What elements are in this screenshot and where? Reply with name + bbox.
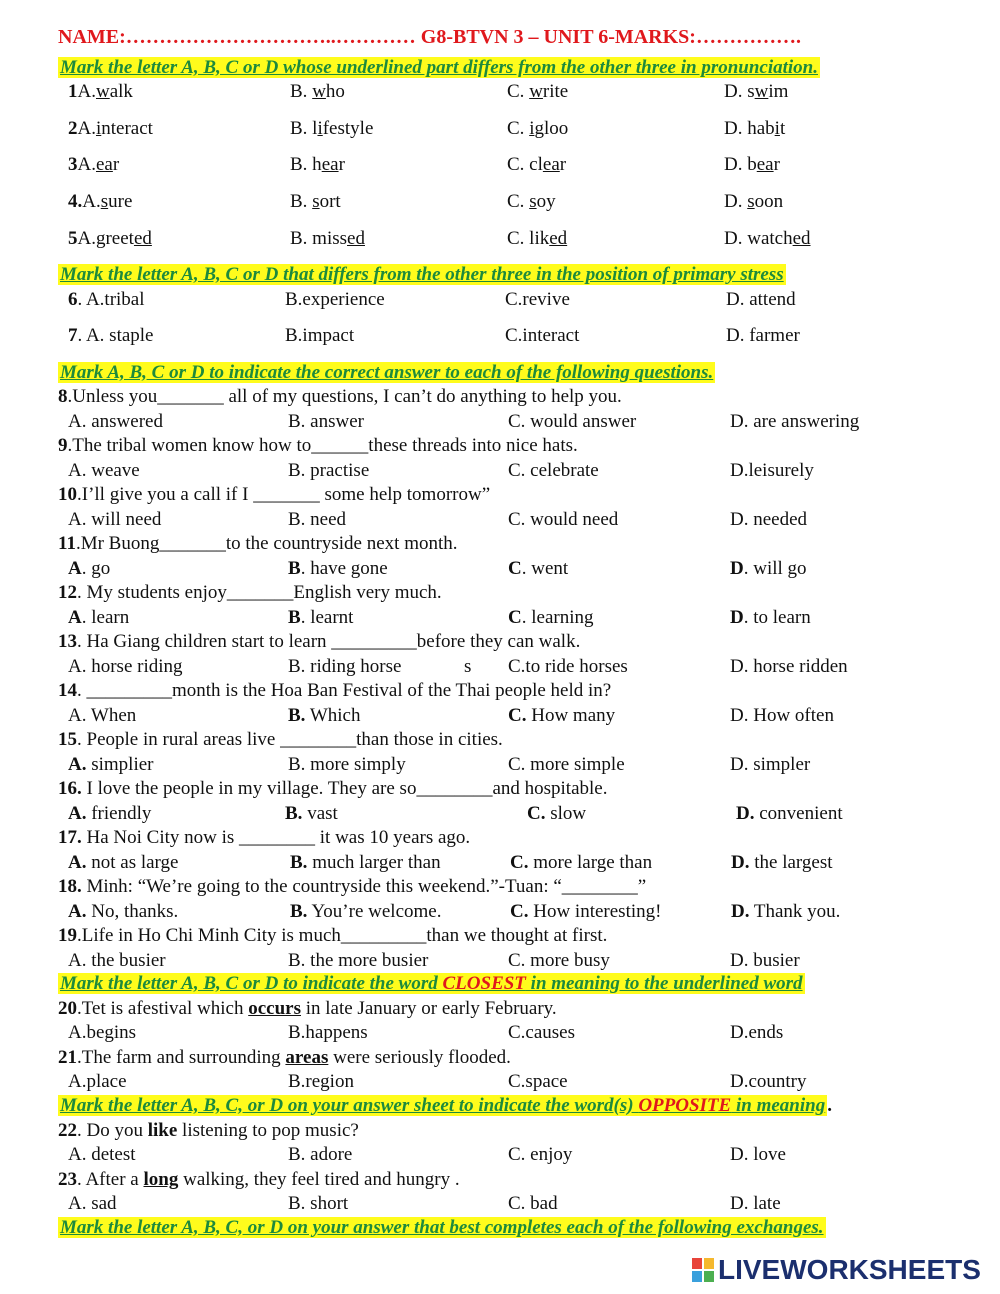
- q13-option-c[interactable]: C.to ride horses: [508, 656, 628, 677]
- q17-option-b[interactable]: B. much larger than: [290, 852, 441, 873]
- q14-option-c[interactable]: C. How many: [508, 705, 616, 726]
- page-title: NAME:…………………………..………… G8-BTVN 3 – UNIT 6-MARKS:…………….: [58, 26, 801, 48]
- liveworksheets-logo-text: LIVEWORKSHEETS: [718, 1254, 981, 1285]
- q6-option-c[interactable]: C.revive: [505, 289, 570, 310]
- section-heading-stress: Mark the letter A, B, C or D that differs from the other three in the position of primary stress: [60, 264, 784, 285]
- q20-option-a[interactable]: A.begins: [68, 1022, 137, 1043]
- q14-option-b[interactable]: B. Which: [288, 705, 361, 726]
- question-12: 12. My students enjoy_______English very much.: [58, 582, 442, 603]
- q23-option-a[interactable]: A. sad: [68, 1193, 117, 1214]
- q4-option-c[interactable]: C. soy: [507, 191, 556, 212]
- q3-option-d[interactable]: D. bear: [724, 154, 780, 175]
- q4-option-d[interactable]: D. soon: [724, 191, 784, 212]
- section-heading-pronunciation: Mark the letter A, B, C or D whose underlined part differs from the other three in pronunciation.: [60, 57, 818, 78]
- q12-option-c[interactable]: C. learning: [508, 607, 594, 628]
- q21-option-d[interactable]: D.country: [730, 1071, 807, 1092]
- q9-option-b[interactable]: B. practise: [288, 460, 370, 481]
- section-heading-opposite: Mark the letter A, B, C, or D on your answer sheet to indicate the word(s) OPPOSITE in meaning .: [60, 1095, 832, 1116]
- question-14: 14. _________month is the Hoa Ban Festival of the Thai people held in?: [58, 680, 612, 701]
- q12-option-b[interactable]: B. learnt: [288, 607, 354, 628]
- q15-option-c[interactable]: C. more simple: [508, 754, 625, 775]
- q18-option-b[interactable]: B. You’re welcome.: [290, 901, 442, 922]
- q11-option-d[interactable]: D. will go: [730, 558, 807, 579]
- q23-option-d[interactable]: D. late: [730, 1193, 781, 1214]
- q12-option-d[interactable]: D. to learn: [730, 607, 811, 628]
- q1-option-b[interactable]: B. who: [290, 81, 345, 102]
- q8-option-c[interactable]: C. would answer: [508, 411, 637, 432]
- q16-option-b[interactable]: B. vast: [285, 803, 338, 824]
- q10-option-b[interactable]: B. need: [288, 509, 347, 530]
- q15-option-a[interactable]: A. simplier: [68, 754, 154, 775]
- q17-option-c[interactable]: C. more large than: [510, 852, 653, 873]
- q3-option-c[interactable]: C. clear: [507, 154, 567, 175]
- question-13: 13. Ha Giang children start to learn _________before they can walk.: [58, 631, 581, 652]
- question-10: 10.I’ll give you a call if I _______ some help tomorrow”: [58, 484, 491, 505]
- q13-option-a[interactable]: A. horse riding: [68, 656, 183, 677]
- q2-option-d[interactable]: D. habit: [724, 118, 786, 139]
- liveworksheets-logo[interactable]: [692, 1254, 981, 1286]
- q7-option-c[interactable]: C.interact: [505, 325, 580, 346]
- question-17: 17. Ha Noi City now is ________ it was 10 years ago.: [58, 827, 471, 848]
- q13-option-b[interactable]: B. riding horse: [288, 656, 402, 677]
- q18-option-c[interactable]: C. How interesting!: [510, 901, 662, 922]
- question-9: 9.The tribal women know how to______these threads into nice hats.: [58, 435, 578, 456]
- question-23: 23. After a long walking, they feel tired and hungry .: [58, 1169, 460, 1190]
- q17-option-d[interactable]: D. the largest: [731, 852, 833, 873]
- question-3: 3A.ear: [68, 154, 120, 175]
- q5-option-d[interactable]: D. watched: [724, 228, 811, 249]
- q19-option-b[interactable]: B. the more busier: [288, 950, 429, 971]
- liveworksheets-logo-icon: [692, 1258, 714, 1282]
- question-15: 15. People in rural areas live ________than those in cities.: [58, 729, 503, 750]
- q14-option-a[interactable]: A. When: [68, 705, 137, 726]
- q11-option-c[interactable]: C. went: [508, 558, 569, 579]
- q19-option-a[interactable]: A. the busier: [68, 950, 166, 971]
- q18-option-a[interactable]: A. No, thanks.: [68, 901, 179, 922]
- q10-option-a[interactable]: A. will need: [68, 509, 162, 530]
- q7-option-d[interactable]: D. farmer: [726, 325, 800, 346]
- question-5: 5A.greeted: [68, 228, 152, 249]
- q2-option-c[interactable]: C. igloo: [507, 118, 569, 139]
- q17-option-a[interactable]: A. not as large: [68, 852, 179, 873]
- q6-option-b[interactable]: B.experience: [285, 289, 385, 310]
- q5-option-c[interactable]: C. liked: [507, 228, 568, 249]
- q3-option-b[interactable]: B. hear: [290, 154, 345, 175]
- q11-option-a[interactable]: A. go: [68, 558, 111, 579]
- q19-option-c[interactable]: C. more busy: [508, 950, 610, 971]
- section-heading-closest: Mark the letter A, B, C or D to indicate the word CLOSEST in meaning to the underlined word: [60, 973, 803, 994]
- question-6: 6. A.tribal: [68, 289, 145, 310]
- q16-option-d[interactable]: D. convenient: [736, 803, 843, 824]
- question-2: 2A.interact: [68, 118, 153, 139]
- q10-option-d[interactable]: D. needed: [730, 509, 808, 530]
- q22-option-a[interactable]: A. detest: [68, 1144, 136, 1165]
- question-20: 20.Tet is afestival which occurs in late January or early February.: [58, 998, 557, 1019]
- q6-option-d[interactable]: D. attend: [726, 289, 796, 310]
- q7-option-b[interactable]: B.impact: [285, 325, 355, 346]
- question-22: 22. Do you like listening to pop music?: [58, 1120, 359, 1141]
- q21-option-c[interactable]: C.space: [508, 1071, 568, 1092]
- q12-option-a[interactable]: A. learn: [68, 607, 130, 628]
- question-4: 4.A.sure: [68, 191, 133, 212]
- q8-option-b[interactable]: B. answer: [288, 411, 364, 432]
- q10-option-c[interactable]: C. would need: [508, 509, 619, 530]
- q9-option-a[interactable]: A. weave: [68, 460, 140, 481]
- q1-option-c[interactable]: C. write: [507, 81, 569, 102]
- q20-option-b[interactable]: B.happens: [288, 1022, 368, 1043]
- q21-option-a[interactable]: A.place: [68, 1071, 127, 1092]
- q18-option-d[interactable]: D. Thank you.: [731, 901, 841, 922]
- section-heading-exchanges: Mark the letter A, B, C, or D on your answer that best completes each of the following exchanges.: [60, 1217, 824, 1238]
- q21-option-b[interactable]: B.region: [288, 1071, 354, 1092]
- q2-option-b[interactable]: B. lifestyle: [290, 118, 374, 139]
- q8-option-a[interactable]: A. answered: [68, 411, 163, 432]
- q20-option-c[interactable]: C.causes: [508, 1022, 576, 1043]
- q14-option-d[interactable]: D. How often: [730, 705, 834, 726]
- q4-option-b[interactable]: B. sort: [290, 191, 341, 212]
- question-7: 7. A. staple: [68, 325, 154, 346]
- question-11: 11.Mr Buong_______to the countryside next month.: [58, 533, 458, 554]
- q22-option-b[interactable]: B. adore: [288, 1144, 353, 1165]
- q1-option-d[interactable]: D. swim: [724, 81, 789, 102]
- q16-option-a[interactable]: A. friendly: [68, 803, 152, 824]
- question-19: 19.Life in Ho Chi Minh City is much_________than we thought at first.: [58, 925, 608, 946]
- q22-option-d[interactable]: D. love: [730, 1144, 786, 1165]
- q23-option-c[interactable]: C. bad: [508, 1193, 558, 1214]
- q16-option-c[interactable]: C. slow: [527, 803, 587, 824]
- question-8: 8.Unless you_______ all of my questions, I can’t do anything to help you.: [58, 386, 622, 407]
- q9-option-c[interactable]: C. celebrate: [508, 460, 599, 481]
- q13-stray-mark: s: [464, 656, 472, 677]
- q15-option-b[interactable]: B. more simply: [288, 754, 406, 775]
- q19-option-d[interactable]: D. busier: [730, 950, 800, 971]
- q9-option-d[interactable]: D.leisurely: [730, 460, 814, 481]
- q5-option-b[interactable]: B. missed: [290, 228, 365, 249]
- q11-option-b[interactable]: B. have gone: [288, 558, 388, 579]
- q23-option-b[interactable]: B. short: [288, 1193, 349, 1214]
- q8-option-d[interactable]: D. are answering: [730, 411, 860, 432]
- question-16: 16. I love the people in my village. They are so________and hospitable.: [58, 778, 608, 799]
- question-1: 1A.walk: [68, 81, 133, 102]
- question-21: 21.The farm and surrounding areas were seriously flooded.: [58, 1047, 511, 1068]
- q22-option-c[interactable]: C. enjoy: [508, 1144, 573, 1165]
- question-18: 18. Minh: “We’re going to the countryside this weekend.”-Tuan: “________”: [58, 876, 647, 897]
- q20-option-d[interactable]: D.ends: [730, 1022, 784, 1043]
- section-heading-correct-answer: Mark A, B, C or D to indicate the correct answer to each of the following questions.: [60, 362, 714, 383]
- q13-option-d[interactable]: D. horse ridden: [730, 656, 848, 677]
- q15-option-d[interactable]: D. simpler: [730, 754, 811, 775]
